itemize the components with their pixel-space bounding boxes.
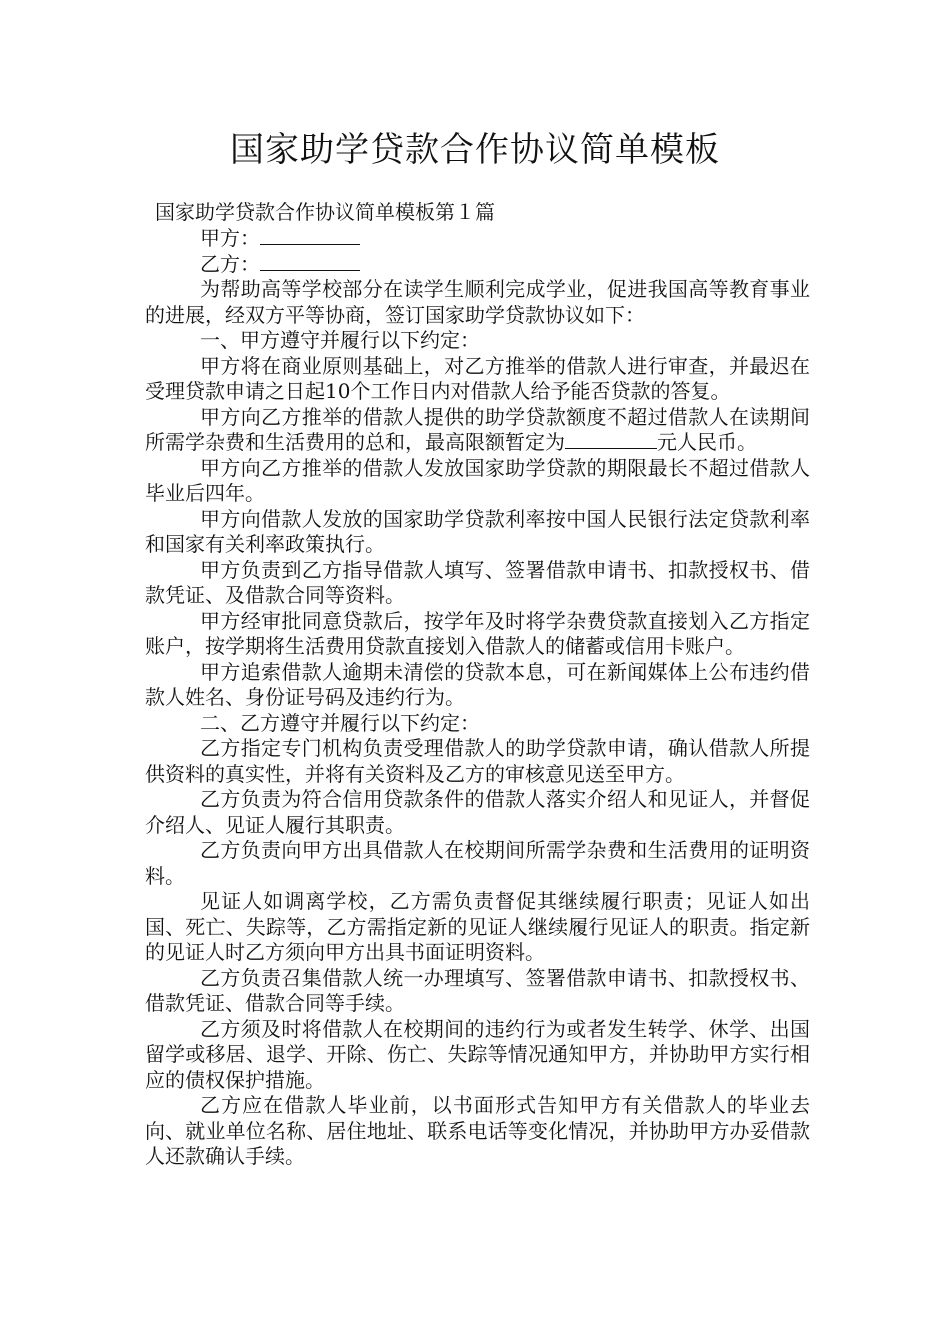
party-a-line xyxy=(145,226,810,252)
section2-paragraph-5: 乙方负责召集借款人统一办理填写、签署借款申请书、扣款授权书、借款凭证、借款合同等手续。 xyxy=(145,965,810,1015)
section2-paragraph-3: 乙方负责向甲方出具借款人在校期间所需学杂费和生活费用的证明资料。 xyxy=(145,838,810,888)
section1-paragraph-2 xyxy=(145,405,810,456)
party-b-label: 乙方： xyxy=(200,251,260,276)
party-a-blank xyxy=(260,226,360,245)
section1-paragraph-7: 甲方追索借款人逾期未清偿的贷款本息，可在新闻媒体上公布违约借款人姓名、身份证号码及违约行为。 xyxy=(145,659,810,709)
section1-paragraph-3: 甲方向乙方推举的借款人发放国家助学贷款的期限最长不超过借款人毕业后四年。 xyxy=(145,455,810,505)
section1-paragraph-5: 甲方负责到乙方指导借款人填写、签署借款申请书、扣款授权书、借款凭证、及借款合同等资料。 xyxy=(145,557,810,607)
loan-limit-unit: 元人民币。 xyxy=(657,430,757,454)
section2-paragraph-4: 见证人如调离学校，乙方需负责督促其继续履行职责；见证人如出国、死亡、失踪等，乙方需指定新的见证人继续履行见证人的职责。指定新的见证人时乙方须向甲方出具书面证明资料。 xyxy=(145,889,810,964)
party-b-line xyxy=(145,252,810,278)
section1-paragraph-1: 甲方将在商业原则基础上，对乙方推举的借款人进行审查，并最迟在受理贷款申请之日起10个工作日内对借款人给予能否贷款的答复。 xyxy=(145,353,810,403)
loan-limit-text: 甲方向乙方推举的借款人提供的助学贷款额度不超过借款人在读期间所需学杂费和生活费用的总和，最高限额暂定为 xyxy=(145,404,810,454)
intro-paragraph: 为帮助高等学校部分在读学生顺利完成学业，促进我国高等教育事业的进展，经双方平等协商，签订国家助学贷款协议如下： xyxy=(145,277,810,327)
document-subtitle: 国家助学贷款合作协议简单模板第１篇 xyxy=(155,200,495,224)
section2-paragraph-6: 乙方须及时将借款人在校期间的违约行为或者发生转学、休学、出国留学或移居、退学、开除、伤亡、失踪等情况通知甲方，并协助甲方实行相应的债权保护措施。 xyxy=(145,1016,810,1092)
document-title: 国家助学贷款合作协议简单模板 xyxy=(230,130,720,170)
section2-paragraph-2: 乙方负责为符合信用贷款条件的借款人落实介绍人和见证人，并督促介绍人、见证人履行其职责。 xyxy=(145,787,810,837)
section2-paragraph-7: 乙方应在借款人毕业前，以书面形式告知甲方有关借款人的毕业去向、就业单位名称、居住地址、联系电话等变化情况，并协助甲方办妥借款人还款确认手续。 xyxy=(145,1093,810,1168)
party-b-blank xyxy=(260,252,360,271)
section1-paragraph-4: 甲方向借款人发放的国家助学贷款利率按中国人民银行法定贷款利率和国家有关利率政策执行。 xyxy=(145,506,810,556)
section2-heading: 二、乙方遵守并履行以下约定： xyxy=(200,710,480,735)
section1-paragraph-6: 甲方经审批同意贷款后，按学年及时将学杂费贷款直接划入乙方指定账户，按学期将生活费用贷款直接划入借款人的储蓄或信用卡账户。 xyxy=(145,608,810,658)
section2-paragraph-1: 乙方指定专门机构负责受理借款人的助学贷款申请，确认借款人所提供资料的真实性，并将有关资料及乙方的审核意见送至甲方。 xyxy=(145,736,810,786)
party-a-label: 甲方： xyxy=(200,226,260,250)
section1-heading: 一、甲方遵守并履行以下约定： xyxy=(200,328,480,352)
loan-limit-blank xyxy=(565,430,657,449)
document-body xyxy=(145,226,810,1170)
